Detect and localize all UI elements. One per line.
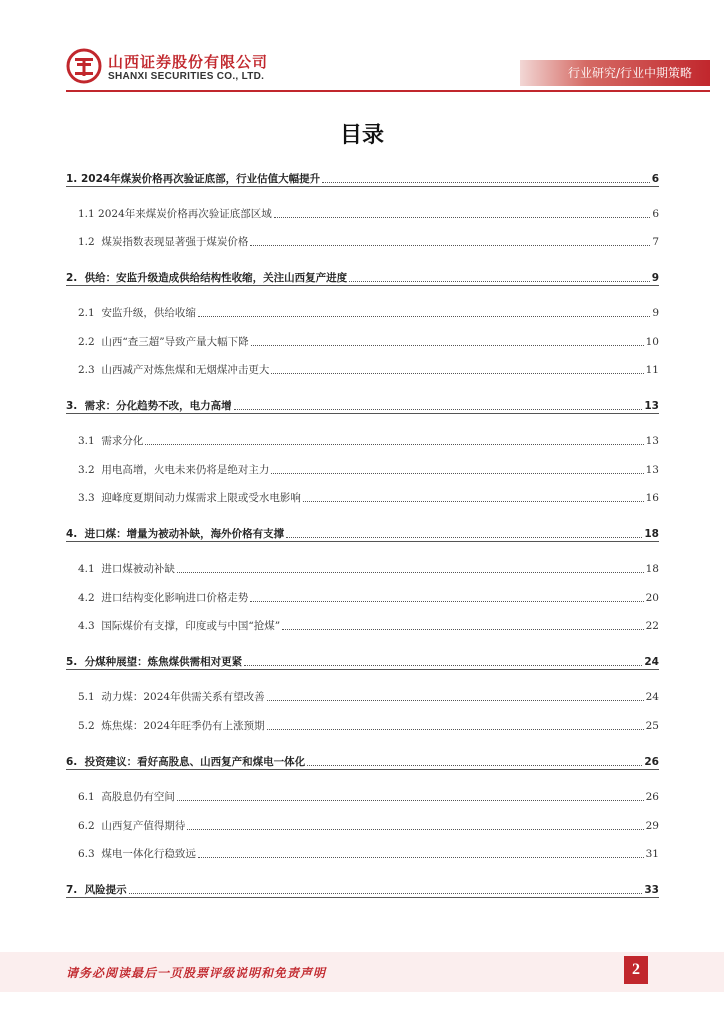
toc-entry-title: 山西复产值得期待 — [101, 820, 186, 832]
page-header — [0, 0, 724, 100]
toc-entry-page: 18 — [645, 563, 659, 575]
toc-entry-page: 20 — [645, 592, 659, 604]
toc-leader-dots — [274, 217, 651, 218]
toc-leader-dots — [307, 765, 642, 766]
toc-leader-dots — [198, 316, 650, 317]
toc-leader-dots — [177, 572, 644, 573]
toc-entry-number: 4.2 — [78, 592, 102, 604]
toc-entry-title: 进口煤：增量为被动补缺，海外价格有支撑 — [84, 528, 285, 540]
toc-entry-number: 3.2 — [78, 464, 102, 476]
toc-leader-dots — [286, 537, 642, 538]
toc-leader-dots — [267, 700, 644, 701]
toc-leader-dots — [177, 800, 644, 801]
page-title: 目录 — [339, 123, 384, 148]
toc-entry-number: 1. — [66, 173, 81, 185]
toc-entry-page: 13 — [645, 435, 659, 447]
toc-section-entry[interactable] — [66, 649, 659, 669]
toc-entry-number: 2. — [66, 272, 85, 284]
toc-leader-dots — [322, 182, 650, 183]
toc-entry-page: 18 — [644, 528, 659, 540]
toc-leader-dots — [250, 245, 650, 246]
toc-section-entry[interactable] — [66, 166, 659, 186]
toc-entry-title: 炼焦煤：2024年旺季仍有上涨预期 — [101, 720, 265, 732]
toc-leader-dots — [271, 473, 643, 474]
header-divider — [66, 90, 710, 92]
toc-leader-dots — [234, 409, 643, 410]
toc-entry-number: 5.2 — [78, 720, 102, 732]
toc-entry-number: 4. — [66, 528, 85, 540]
toc-subsection-entry[interactable] — [66, 813, 659, 833]
toc-subsection-entry[interactable] — [66, 357, 659, 377]
toc-entry-number: 6.3 — [78, 848, 102, 860]
footer-disclaimer: 请务必阅读最后一页股票评级说明和免责声明 — [66, 966, 327, 980]
toc-section-entry[interactable] — [66, 877, 659, 897]
toc-subsection-entry[interactable] — [66, 684, 659, 704]
toc-entry-title: 2024年来煤炭价格再次验证底部区域 — [98, 208, 272, 220]
toc-entry-title: 用电高增，火电未来仍将是绝对主力 — [101, 464, 270, 476]
report-category: 行业研究/行业中期策略 — [567, 66, 692, 80]
toc-entry-title: 供给：安监升级造成供给结构性收缩，关注山西复产进度 — [84, 272, 348, 284]
sxsc-logo-icon — [66, 48, 102, 84]
toc-leader-dots — [250, 601, 643, 602]
toc-entry-page: 6 — [652, 208, 659, 220]
toc-entry-number: 3. — [66, 400, 85, 412]
company-name-cn: 山西证券股份有限公司 — [108, 53, 269, 71]
toc-entry-title: 安监升级，供给收缩 — [101, 307, 196, 319]
toc-entry-number: 2.1 — [78, 307, 102, 319]
toc-entry-title: 进口煤被动补缺 — [101, 563, 175, 575]
toc-entry-title: 高股息仍有空间 — [101, 791, 175, 803]
toc-entry-title: 风险提示 — [84, 884, 127, 896]
toc-entry-page: 24 — [645, 691, 659, 703]
toc-leader-dots — [145, 444, 643, 445]
toc-entry-number: 7. — [66, 884, 85, 896]
toc-section-underline — [66, 897, 659, 898]
toc-subsection-entry[interactable] — [66, 585, 659, 605]
toc-section-entry[interactable] — [66, 521, 659, 541]
toc-section-underline — [66, 541, 659, 542]
toc-entry-title: 动力煤：2024年供需关系有望改善 — [101, 691, 265, 703]
page-number: 2 — [624, 956, 648, 984]
toc-subsection-entry[interactable] — [66, 613, 659, 633]
toc-entry-number: 3.3 — [78, 492, 102, 504]
toc-section-underline — [66, 769, 659, 770]
toc-subsection-entry[interactable] — [66, 457, 659, 477]
toc-entry-page: 29 — [645, 820, 659, 832]
toc-entry-number: 3.1 — [78, 435, 102, 447]
toc-leader-dots — [267, 729, 644, 730]
toc-leader-dots — [303, 501, 644, 502]
toc-entry-page: 25 — [645, 720, 659, 732]
toc-entry-number: 2.3 — [78, 364, 102, 376]
toc-leader-dots — [282, 629, 644, 630]
toc-section-underline — [66, 186, 659, 187]
toc-entry-title: 山西减产对炼焦煤和无烟煤冲击更大 — [101, 364, 270, 376]
toc-entry-title: 2024年煤炭价格再次验证底部，行业估值大幅提升 — [80, 173, 321, 185]
toc-entry-number: 6.1 — [78, 791, 102, 803]
toc-subsection-entry[interactable] — [66, 556, 659, 576]
toc-entry-number: 6.2 — [78, 820, 102, 832]
toc-subsection-entry[interactable] — [66, 485, 659, 505]
toc-section-entry[interactable] — [66, 265, 659, 285]
toc-section-underline — [66, 413, 659, 414]
company-name-en: SHANXI SECURITIES CO., LTD. — [108, 71, 265, 82]
toc-entry-title: 煤炭指数表现显著强于煤炭价格 — [101, 236, 249, 248]
toc-entry-number: 4.3 — [78, 620, 102, 632]
toc-entry-number: 1.1 — [78, 208, 99, 220]
toc-entry-title: 需求：分化趋势不改，电力高增 — [84, 400, 232, 412]
toc-entry-title: 山西“查三超”导致产量大幅下降 — [101, 336, 249, 348]
toc-leader-dots — [251, 345, 644, 346]
toc-entry-page: 22 — [645, 620, 659, 632]
toc-entry-page: 33 — [644, 884, 659, 896]
toc-leader-dots — [187, 829, 643, 830]
toc-leader-dots — [198, 857, 644, 858]
toc-entry-page: 16 — [645, 492, 659, 504]
toc-entry-page: 13 — [645, 464, 659, 476]
toc-entry-number: 6. — [66, 756, 85, 768]
toc-leader-dots — [129, 893, 643, 894]
toc-entry-title: 投资建议：看好高股息、山西复产和煤电一体化 — [84, 756, 306, 768]
toc-section-underline — [66, 285, 659, 286]
toc-subsection-entry[interactable] — [66, 784, 659, 804]
toc-entry-page: 13 — [644, 400, 659, 412]
toc-subsection-entry[interactable] — [66, 841, 659, 861]
toc-section-underline — [66, 669, 659, 670]
toc-entry-page: 10 — [645, 336, 659, 348]
toc-entry-title: 煤电一体化行稳致远 — [101, 848, 196, 860]
toc-entry-page: 24 — [644, 656, 659, 668]
toc-entry-title: 进口结构变化影响进口价格走势 — [101, 592, 249, 604]
toc-entry-page: 7 — [652, 236, 659, 248]
toc-entry-title: 国际煤价有支撑，印度或与中国“抢煤” — [101, 620, 281, 632]
toc-section-entry[interactable] — [66, 393, 659, 413]
toc-subsection-entry[interactable] — [66, 201, 659, 221]
toc-subsection-entry[interactable] — [66, 229, 659, 249]
toc-section-entry[interactable] — [66, 749, 659, 769]
toc-entry-title: 分煤种展望：炼焦煤供需相对更紧 — [84, 656, 243, 668]
toc-subsection-entry[interactable] — [66, 300, 659, 320]
toc-entry-title: 需求分化 — [101, 435, 144, 447]
toc-entry-page: 9 — [652, 307, 659, 319]
toc-entry-page: 6 — [651, 173, 659, 185]
toc-entry-page: 11 — [645, 364, 659, 376]
toc-leader-dots — [244, 665, 642, 666]
toc-entry-number: 4.1 — [78, 563, 102, 575]
toc-entry-number: 1.2 — [78, 236, 102, 248]
toc-entry-page: 9 — [651, 272, 659, 284]
toc-entry-page: 26 — [645, 791, 659, 803]
toc-subsection-entry[interactable] — [66, 713, 659, 733]
toc-entry-number: 5.1 — [78, 691, 102, 703]
toc-entry-number: 5. — [66, 656, 85, 668]
toc-entry-number: 2.2 — [78, 336, 102, 348]
toc-entry-title: 迎峰度夏期间动力煤需求上限或受水电影响 — [101, 492, 301, 504]
toc-entry-page: 31 — [645, 848, 659, 860]
toc-subsection-entry[interactable] — [66, 428, 659, 448]
toc-leader-dots — [349, 281, 650, 282]
toc-entry-page: 26 — [644, 756, 659, 768]
toc-leader-dots — [271, 373, 643, 374]
toc-subsection-entry[interactable] — [66, 329, 659, 349]
